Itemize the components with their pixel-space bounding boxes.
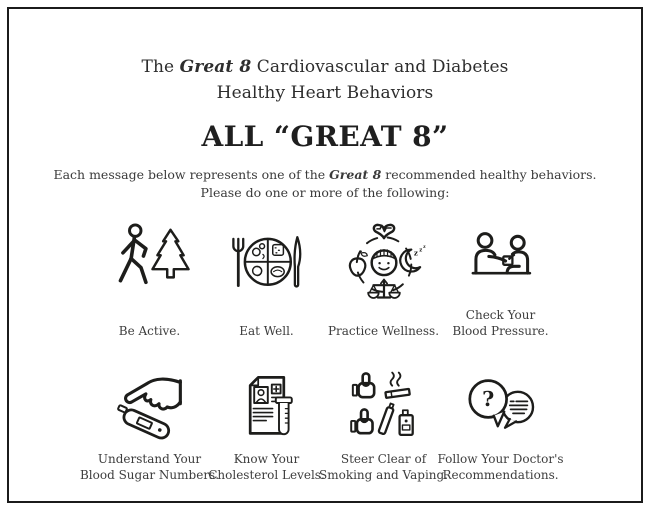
blood-pressure-check-icon <box>461 223 541 299</box>
svg-text:z: z <box>413 248 418 258</box>
flyer-title <box>9 55 641 106</box>
behavior-label: Be Active. <box>118 323 181 338</box>
behavior-label: Follow Your Doctor's Recommendations. <box>437 452 564 482</box>
behavior-practice-wellness <box>325 217 442 339</box>
behavior-label: Check Your Blood Pressure. <box>452 308 549 338</box>
behavior-label: Steer Clear of Smoking and Vaping. <box>319 452 448 482</box>
subtitle-brand: Great 8 <box>329 167 382 182</box>
behavior-label: Understand Your Blood Sugar Numbers. <box>79 452 220 482</box>
wellness-cycle-icon <box>338 217 430 305</box>
behavior-no-smoking-vaping <box>319 365 448 483</box>
svg-text:z: z <box>418 247 422 254</box>
subtitle-post: recommended healthy behaviors. <box>381 167 597 182</box>
behaviors-row-2 <box>9 365 641 483</box>
behavior-cholesterol <box>208 365 325 483</box>
behavior-be-active <box>91 217 208 339</box>
cholesterol-report-icon <box>226 367 308 447</box>
doctor-advice-bubbles-icon <box>458 367 544 447</box>
behavior-eat-well <box>208 217 325 339</box>
no-smoking-vaping-icon <box>342 366 426 448</box>
plate-fork-knife-icon <box>224 220 310 302</box>
flyer-page <box>7 7 643 503</box>
glucose-meter-hand-icon <box>107 366 193 448</box>
behaviors-row-1 <box>9 217 641 339</box>
subtitle-line2: Please do one or more of the following: <box>200 184 450 200</box>
walking-person-tree-icon <box>107 220 193 302</box>
title-line2: Healthy Heart Behaviors <box>216 82 434 103</box>
behavior-label: Practice Wellness. <box>327 323 440 338</box>
title-brand: Great 8 <box>179 57 252 77</box>
behavior-label: Know Your Cholesterol Levels. <box>208 452 325 482</box>
flyer-subtitle <box>9 166 641 201</box>
behavior-doctor-recommendations <box>437 365 564 483</box>
behavior-blood-sugar <box>79 365 220 483</box>
behavior-check-blood-pressure <box>442 217 559 339</box>
behavior-label: Eat Well. <box>239 323 294 338</box>
title-post: Cardiovascular and Diabetes <box>251 57 509 77</box>
page-heading: ALL “GREAT 8” <box>201 120 449 153</box>
svg-text:?: ? <box>481 386 494 412</box>
subtitle-pre: Each message below represents one of the <box>53 167 330 182</box>
flyer-header <box>9 9 641 201</box>
svg-text:z: z <box>422 244 426 250</box>
title-pre: The <box>141 57 180 77</box>
